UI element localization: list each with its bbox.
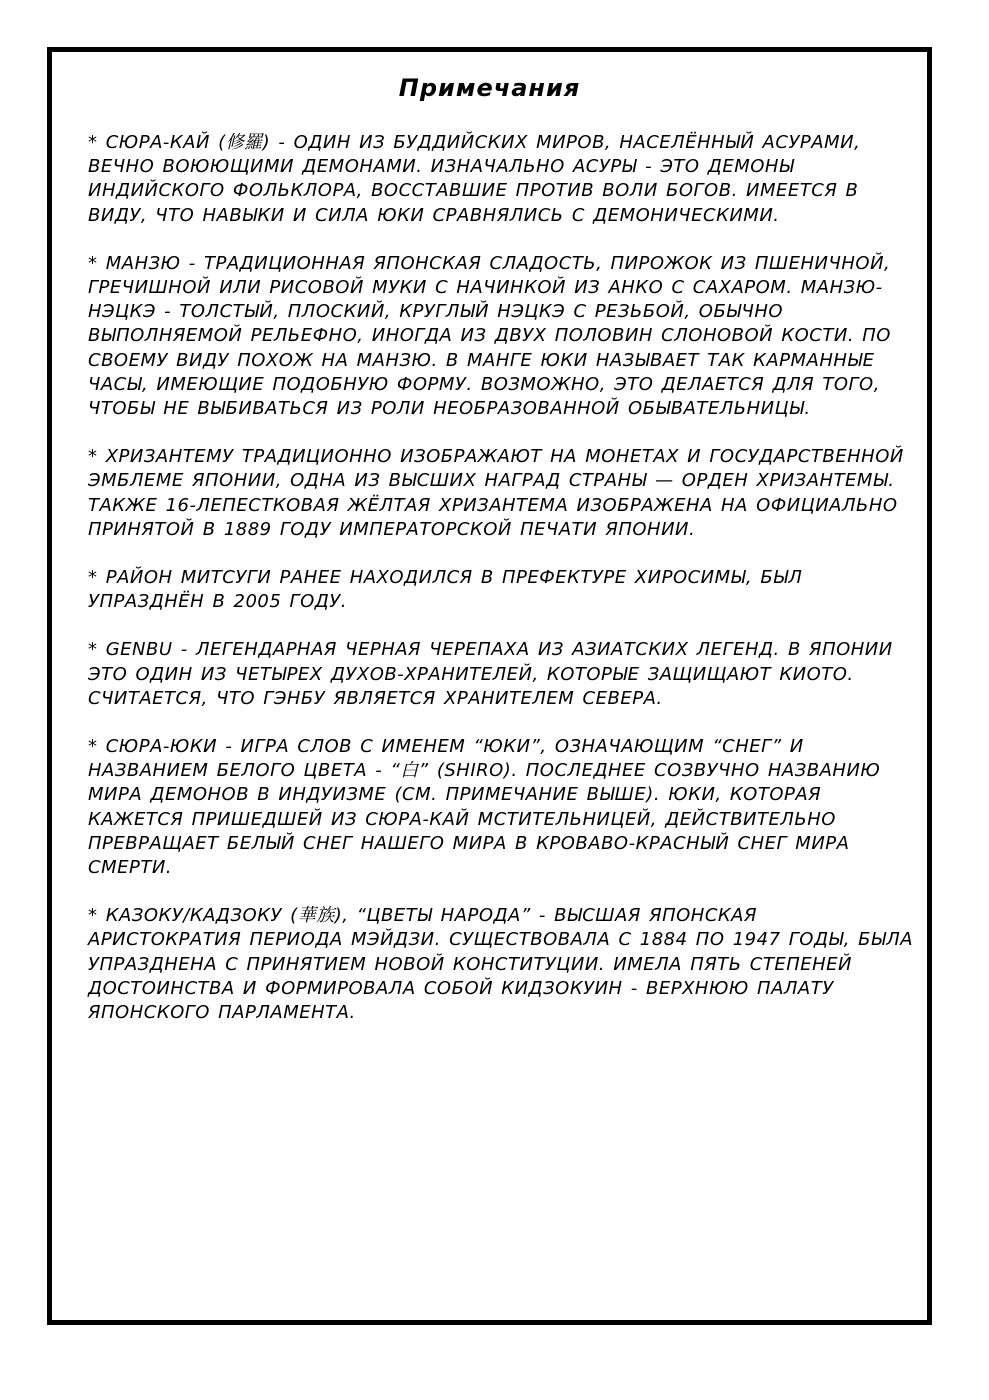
note-genbu: * GENBU - ЛЕГЕНДАРНАЯ ЧЕРНАЯ ЧЕРЕПАХА ИЗ АЗИАТСКИХ ЛЕГЕНД. В ЯПОНИИ ЭТО ОДИН ИЗ ЧЕТЫРЕХ ДУХОВ-ХРАНИТЕЛЕЙ, КОТОРЫЕ ЗАЩИЩАЮТ КИОТО. СЧИТАЕТСЯ, ЧТО ГЭНБУ ЯВЛЯЕТСЯ ХРАНИТЕЛЕМ СЕВЕРА. <box>88 639 893 709</box>
note-sura-yuki: * СЮРА-ЮКИ - ИГРА СЛОВ С ИМЕНЕМ “ЮКИ”, ОЗНАЧАЮЩИМ “СНЕГ” И НАЗВАНИЕМ БЕЛОГО ЦВЕТА - “白” (SHIRO). ПОСЛЕДНЕЕ СОЗВУЧНО НАЗВАНИЮ МИРА ДЕМОНОВ В ИНДУИЗМЕ (СМ. ПРИМЕЧАНИЕ ВЫШЕ). ЮКИ, КОТОРАЯ КАЖЕТСЯ ПРИШЕДШЕЙ ИЗ СЮРА-КАЙ МСТИТЕЛЬНИЦЕЙ, ДЕЙСТВИТЕЛЬНО ПРЕВРАЩАЕТ БЕЛЫЙ СНЕГ НАШЕГО МИРА В КРОВАВО-КРАСНЫЙ СНЕГ МИРА СМЕРТИ. <box>88 736 881 879</box>
note-sura-kai: * СЮРА-КАЙ (修羅) - ОДИН ИЗ БУДДИЙСКИХ МИРОВ, НАСЕЛЁННЫЙ АСУРАМИ, ВЕЧНО ВОЮЮЩИМИ ДЕМОНАМИ. ИЗНАЧАЛЬНО АСУРЫ - ЭТО ДЕМОНЫ ИНДИЙСКОГО ФОЛЬКЛОРА, ВОССТАВШИЕ ПРОТИВ ВОЛИ БОГОВ. ИМЕЕТСЯ В ВИДУ, ЧТО НАВЫКИ И СИЛА ЮКИ СРАВНЯЛИСЬ С ДЕМОНИЧЕСКИМИ. <box>88 132 861 226</box>
notes-list <box>88 131 918 1049</box>
page-frame <box>47 47 932 1325</box>
note-mitsugi: * РАЙОН МИТСУГИ РАНЕЕ НАХОДИЛСЯ В ПРЕФЕКТУРЕ ХИРОСИМЫ, БЫЛ УПРАЗДНЁН В 2005 ГОДУ. <box>88 567 803 613</box>
note-chrysanthemum: * ХРИЗАНТЕМУ ТРАДИЦИОННО ИЗОБРАЖАЮТ НА МОНЕТАХ И ГОСУДАРСТВЕННОЙ ЭМБЛЕМЕ ЯПОНИИ, ОДНА ИЗ ВЫСШИХ НАГРАД СТРАНЫ — ОРДЕН ХРИЗАНТЕМЫ. ТАКЖЕ 16-ЛЕПЕСТКОВАЯ ЖЁЛТАЯ ХРИЗАНТЕМА ИЗОБРАЖЕНА НА ОФИЦИАЛЬНО ПРИНЯТОЙ В 1889 ГОДУ ИМПЕРАТОРСКОЙ ПЕЧАТИ ЯПОНИИ. <box>88 446 904 540</box>
note-kazoku: * КАЗОКУ/КАДЗОКУ (華族), “ЦВЕТЫ НАРОДА” - ВЫСШАЯ ЯПОНСКАЯ АРИСТОКРАТИЯ ПЕРИОДА МЭЙДЗИ. СУЩЕСТВОВАЛА С 1884 ПО 1947 ГОДЫ, БЫЛА УПРАЗДНЕНА С ПРИНЯТИЕМ НОВОЙ КОНСТИТУЦИИ. ИМЕЛА ПЯТЬ СТЕПЕНЕЙ ДОСТОИНСТВА И ФОРМИРОВАЛА СОБОЙ КИДЗОКУИН - ВЕРХНЮЮ ПАЛАТУ ЯПОНСКОГО ПАРЛАМЕНТА. <box>88 905 914 1024</box>
note-manju: * МАНЗЮ - ТРАДИЦИОННАЯ ЯПОНСКАЯ СЛАДОСТЬ, ПИРОЖОК ИЗ ПШЕНИЧНОЙ, ГРЕЧИШНОЙ ИЛИ РИСОВОЙ МУКИ С НАЧИНКОЙ ИЗ АНКО С САХАРОМ. МАНЗЮ-НЭЦКЭ - ТОЛСТЫЙ, ПЛОСКИЙ, КРУГЛЫЙ НЭЦКЭ С РЕЗЬБОЙ, ОБЫЧНО ВЫПОЛНЯЕМОЙ РЕЛЬЕФНО, ИНОГДА ИЗ ДВУХ ПОЛОВИН СЛОНОВОЙ КОСТИ. ПО СВОЕМУ ВИДУ ПОХОЖ НА МАНЗЮ. В МАНГЕ ЮКИ НАЗЫВАЕТ ТАК КАРМАННЫЕ ЧАСЫ, ИМЕЮЩИЕ ПОДОБНУЮ ФОРМУ. ВОЗМОЖНО, ЭТО ДЕЛАЕТСЯ ДЛЯ ТОГО, ЧТОБЫ НЕ ВЫБИВАТЬСЯ ИЗ РОЛИ НЕОБРАЗОВАННОЙ ОБЫВАТЕЛЬНИЦЫ. <box>88 252 891 420</box>
page-title: Примечания <box>398 74 581 102</box>
